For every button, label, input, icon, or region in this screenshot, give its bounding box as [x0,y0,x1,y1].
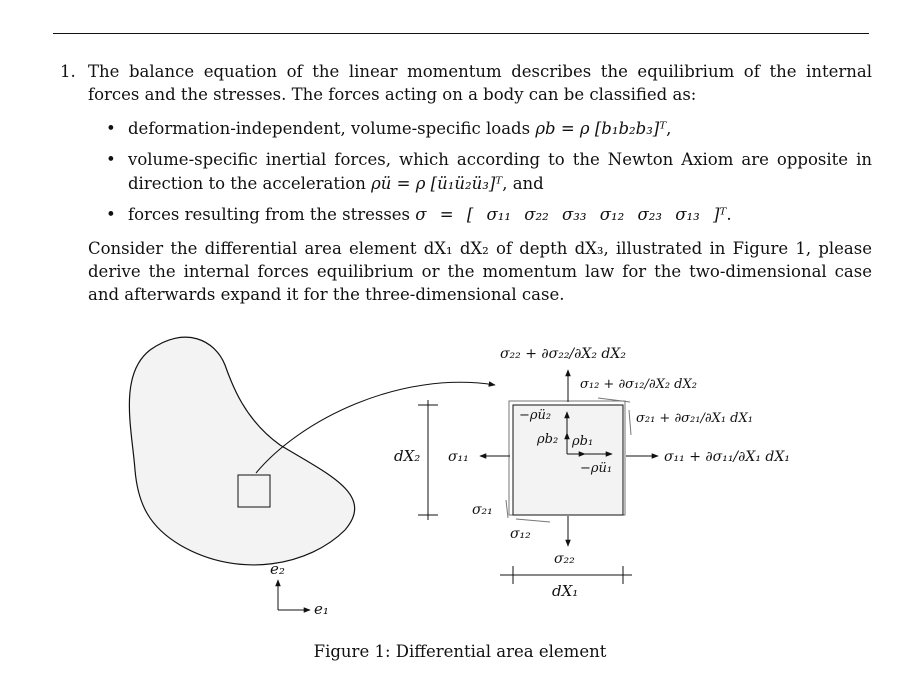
label-s12-bottom: σ₁₂ [510,526,531,542]
shear-bottom-mark [516,519,550,522]
label-rho-b2: ρb₂ [537,432,559,447]
label-s21-right: σ₂₁ + ∂σ₂₁/∂X₁ dX₁ [636,411,753,426]
list-item [106,203,872,226]
bullet-math: σ = [ σ₁₁ σ₂₂ σ₃₃ σ₁₂ σ₂₃ σ₁₃ ]ᵀ [415,205,727,225]
label-s11-right: σ₁₁ + ∂σ₁₁/∂X₁ dX₁ [664,449,790,465]
e2-label: e₂ [270,560,285,578]
bullet-tail: , [666,118,672,138]
bullet-text: deformation-independent, volume-specific loads [128,118,536,138]
label-rho-b1: ρb₁ [572,434,594,449]
figure-caption: Figure 1: Differential area element [313,642,607,661]
bullet-icon: • [106,118,116,138]
bullet-icon: • [106,205,116,225]
list-item [106,117,872,140]
force-list [106,117,872,227]
e1-label: e₁ [314,600,329,618]
label-s22-bottom: σ₂₂ [554,551,575,567]
list-item [106,148,872,195]
label-rho-u2: −ρü₂ [519,408,552,423]
label-s21-left: σ₂₁ [472,502,493,518]
body-shape [129,337,354,565]
task-paragraph: Consider the differential area element dX₁ dX₂ of depth dX₃, illustrated in Figure 1, please derive the internal forces equilibrium or the momentum law for the two-dimensional case and afterwards expand it for the three-dimensional case. [88,238,872,305]
figure-diagram [0,330,920,630]
bullet-icon: • [106,150,116,170]
bullet-tail: . [726,205,732,225]
shear-left-mark [506,500,508,518]
exercise-item [60,60,872,307]
shear-right-mark [629,410,631,435]
bullet-text: forces resulting from the stresses [128,205,416,225]
bullet-math: ρü = ρ [ü₁ü₂ü₃]ᵀ [371,173,503,193]
label-s22-top: σ₂₂ + ∂σ₂₂/∂X₂ dX₂ [500,346,626,362]
bullet-tail: , and [502,173,544,193]
label-dx2: dX₂ [394,447,421,465]
intro-paragraph: The balance equation of the linear momentum describes the equilibrium of the internal forces and the stresses. The forces acting on a body can be classified as: [88,62,872,105]
label-rho-u1: −ρü₁ [580,461,613,476]
label-dx1: dX₁ [552,582,579,600]
label-s11-left: σ₁₁ [448,449,469,465]
label-s12-top: σ₁₂ + ∂σ₁₂/∂X₂ dX₂ [580,377,697,392]
bullet-math: ρb = ρ [b₁b₂b₃]ᵀ [535,118,667,138]
top-rule [53,33,869,34]
item-body [88,60,872,307]
bullet-text: volume-specific inertial forces, which according to the Newton Axiom are opposite in direction to the acceleration [128,150,872,193]
item-number: 1. [60,62,76,81]
